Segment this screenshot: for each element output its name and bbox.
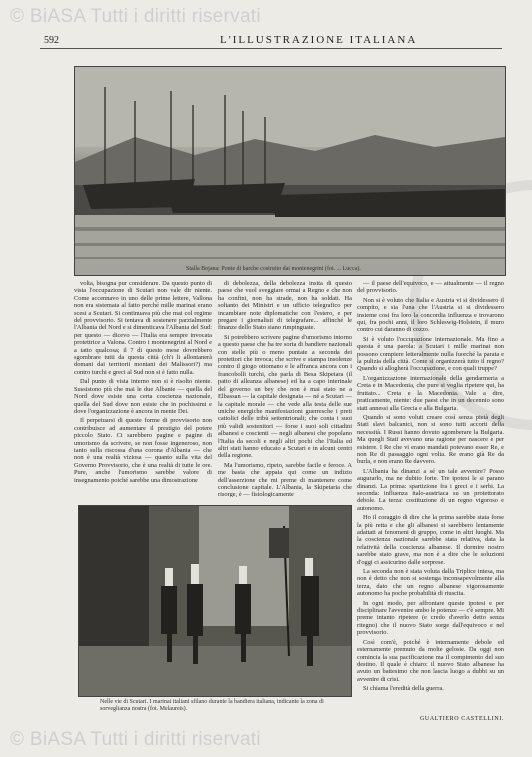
watermark-bottom: © BiASA Tutti i diritti riservati (10, 729, 261, 750)
harbor-photo-caption: Stalla Bojana: Ponte di barche costruito dai montenegrini (fot. ... Lucca). (186, 266, 361, 272)
article-paragraph: L'Albania ha dinanzi a sé un tale avvenire? Posso augurarlo, ma ne dubito forte. Tre ipotesi le si parano dinanzi. La prima: spartizione fra i greci e i serbi. La seconda: influenza italo-austriaca su un protettorato debole. La terza: costituzione di un regno vigoroso e autonomo. (357, 467, 504, 512)
article-paragraph: L'organizzazione internazionale della gendarmeria a Creta e in Macedonia, che pure si voglia ripetere qui, ha fruttato... Creta e la Macedonia. Vale a dire, praticamente, niente: due paesi che in un decennio sono stati annessi alla Grecia e alla Bulgaria. (357, 374, 504, 412)
article-paragraph: Si è voluto l'occupazione internazionale. Ma fino a questa è una parola: a Scutari i mille marinai non possono compiere letteralmente nulla fuorché la parata e la pulizia della città. Come si organizzerà tutto il regno? Quando si allogherà l'occupazione, e con quali truppe? (357, 335, 504, 373)
article-paragraph: Dal punto di vista interno non si è risolto niente. Sussistono più che mai le due Albanie — quella del Nord dove esiste una certa coscienza nazionale, quella del Sud dove non esiste che in pochissimi e dove l'organizzazione è ancora in mente Dei. (74, 378, 212, 415)
street-photo-drawing (79, 506, 351, 696)
harbor-photo (74, 66, 506, 276)
page-number: 592 (44, 35, 59, 46)
street-photo (78, 505, 352, 697)
article-paragraph: Ho il coraggio di dire che la prima sarebbe stata forse la più retta e che gli albanesi si sarebbero lentamente adattati ai fenomeni di gruppo, come in altri luoghi. Ma la coscienza nazionale sarebbe stata relativa, data la relatività della coscienza albanese. Il dormire nostro sarebbe stato grave, ma non è a dire che le soluzioni d'oggi ci assicurino dalle sorprese. (357, 514, 504, 566)
watermark-top: © BiASA Tutti i diritti riservati (10, 6, 261, 27)
harbor-photo-drawing (75, 67, 505, 275)
article-paragraph: La seconda non è stata voluta dalla Triplice intesa, ma non è detto che non si sostenga inconsapevolmente alla terza, dato che un regno albanese vigorosamente autonomo ha poche probabilità di riuscita. (357, 568, 504, 598)
article-column-3 (357, 280, 504, 717)
article-paragraph: Il perpetuarsi di queste forme di provvisorio non contribuisce ad aumentare il prestigio del potere piccolo Stato. Ci sarebbero pagine e pagine di umorismo da scrivere, se non fosse ingeneroso, non tanto sulla riscossa d'una corona d'Albania — che non è una realtà viziosa — quanto sulla vita del Governo Provvisorio, che è una realtà di tutte le ore. Pure, anche l'umorismo sarebbe valore di insegnamento poiché sarebbe una dimostrazione (74, 417, 212, 484)
article-paragraph: Non si è voluto che Italia e Austria vi si dividessero il compito, e sia l'una che l'Austria si si dividessero insieme cosi fra loro la concordia influenza e trovarono qui, fra pochi anni, il loro Schleswig-Holstein, il muro contro cui daranno di cozzo. (357, 296, 504, 334)
article-paragraph: volta, bisogna pur considerare. Da questo punto di vista l'occupazione di Scutari non vale dir niente. Come accennavo in uno delle prime lettere, Vallona non era sistemata al fatto perché mille marinai erano scesi a Scutari. Si continuava più che mai col regime del provvisorio. Si tentava di sostenere parzialmente l'Albania del Nord e si dimenticava l'Albania del Sud: per questo — dicevo — l'Italia era sempre invocata protettrice a Valona. Contro i montenegrini al Nord e a tatto qualcosa; il 7 di questo mese dovrebbero sgombrare tutti da questa città (ch'i li allontanerà domani dai territorii montani dei Malissori?) ma contro turchi e greci al Sud non si è fatto nulla. (74, 280, 212, 376)
article-column-2 (218, 280, 352, 497)
article-column-1 (74, 280, 212, 497)
article-paragraph: Si chiama l'eredità della guerra. (363, 685, 444, 693)
article-paragraph: In ogni modo, per affrontare queste ipotesi e per disciplinare l'avvenire ambo le potenze — c'è sempre. Mi preme intanto ripetere (e credo d'averlo detto senza ritegno) che il nuovo Stato sorge dall'equivoco e nel provvisorio. (357, 599, 504, 637)
article-paragraph: Si potrebbero scrivere pagine d'umorismo intorno a questo paese che ha tre sorta di bandiere nazionali con stelle più o meno puntate a seconda dei protettori che invoca; che scrive e stampa insolenze contro il giogo ottomano e le affranca ancora con i francobolli turchi, che parla di Besa Skipetara (il patto di alleanza albanese) ed ha a capo interinale del governo un bey che non è mai stato ne a Elbassan — la capitale designata — né a Scutari — la capitale morale — che vede alla testa delle sue uniche energiche manifestazioni guerresche i preti cattolici delle tribù settentrionali; che conta i suoi più validi sostenitori — forse i suoi soli cittadini albanesi e coscienti — negli albanesi che popolano l'Italia da secoli e negli altri pochi che l'Italia ed altri stati hanno educato a Scutari e in alcuni centri della regione. (218, 333, 352, 460)
article-paragraph: Ma l'umorismo, ripeto, sarebbe facile e feroce. A me basta che appaia qui come un indizio dell'asserzione che mi preme di mantenere come conclusione capitale. L'Albania, la Skipetaria che risorge, è — fisiologicamente (218, 461, 352, 497)
author-signature: GUALTIERO CASTELLINI. (420, 716, 505, 722)
running-title: L'ILLUSTRAZIONE ITALIANA (220, 34, 418, 46)
article-paragraph: Così com'è, poiché è internamente debole ed esternamente premuto da molte gelosie. Da oggi non comincia la sua pacificazione ma il compimento del suo destino. Il quale è chiaro: il nuovo Stato albanese ha avuto un battesimo che non lascia luogo a dubbi su un avvenire di crisi. (357, 638, 504, 683)
street-photo-caption: Nelle vie di Scutari. I marinai italiani sfilano durante la bandiera italiana, indicante la zona di sorveglianza nostra (fot. Melaureis). (100, 699, 324, 712)
header-rule (40, 48, 502, 49)
article-paragraph: — il paese dell'equivoco, e — attualmente — il regno del provvisorio. (357, 280, 504, 295)
article-paragraph: di debolezza, della debolezza insita di questo paese che vuol sveggiare ormai a Regno e che non ha confini, non ha strade, non ha soldati. Ha soltanto dei Ministri e un ufficio telegrafico per incambiare note diplomatiche con l'estero, e per pregare i giornalisti di telegrafare... affinché le finanze dello Stato siano rimpinguate. (218, 280, 352, 332)
article-paragraph: Quando si sono voluti creare così senza pietà degli Stati slavi balcanici, non si sono tutti accorti della necessità. I Russi hanno dovuto sgomberare la Bulgaria. Ma quegli Stati avevano una ragione per nascere e per esistere. I Re che vi erano mandati potevano esser Re, e non Re di passaggio ogni volta. Re erano già Re da burla, e non erano Re davvero. (357, 413, 504, 466)
